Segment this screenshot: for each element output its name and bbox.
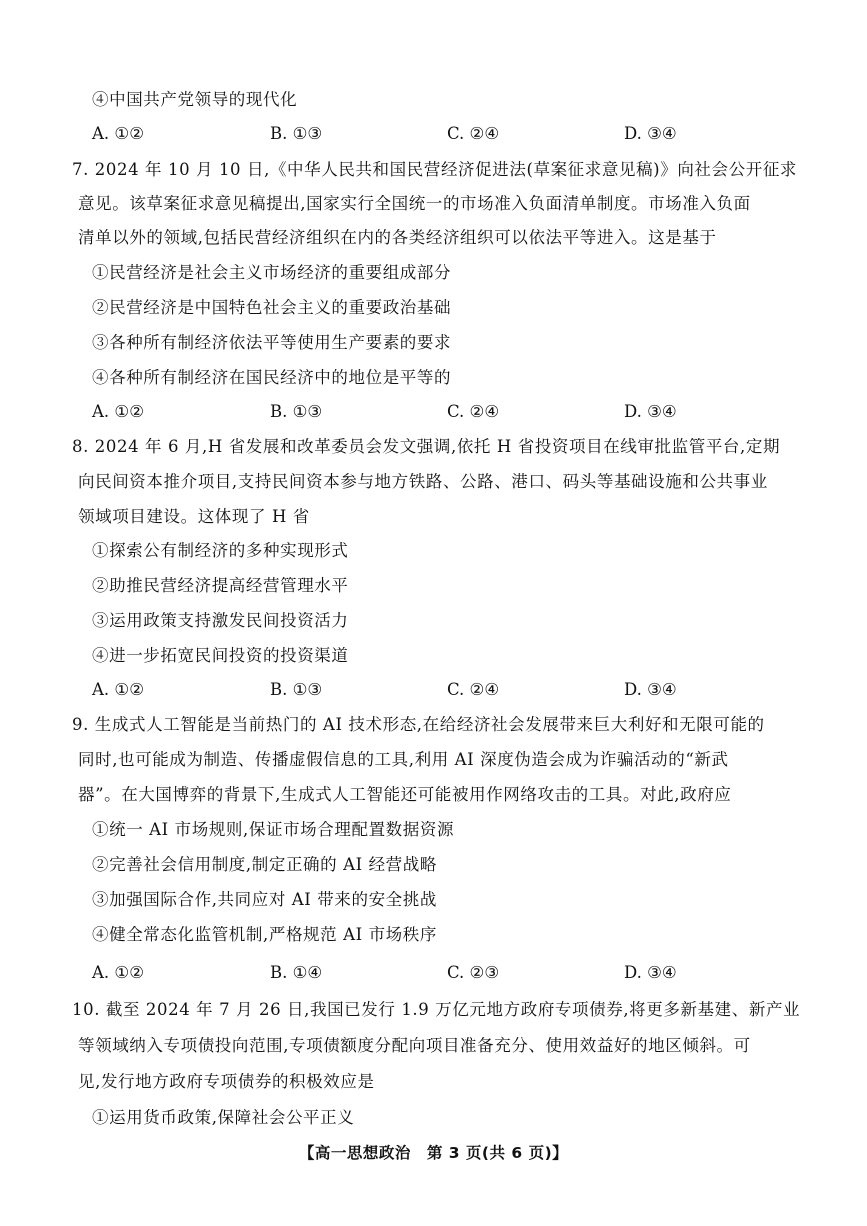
q9-choice-c: C. ②③ (447, 963, 500, 982)
q9-stem-line-2: 同时,也可能成为制造、传播虚假信息的工具,利用 AI 深度伪造会成为诈骗活动的“新武 (78, 750, 729, 769)
q10-stem-line-3: 见,发行地方政府专项债券的积极效应是 (78, 1072, 375, 1091)
q7-stem-line-1: 7. 2024 年 10 月 10 日,《中华人民共和国民营经济促进法(草案征求意见稿)》向社会公开征求 (72, 160, 798, 179)
q6-choice-c: C. ②④ (447, 124, 500, 143)
q7-option-4: ④各种所有制经济在国民经济中的地位是平等的 (92, 368, 452, 387)
q8-option-1: ①探索公有制经济的多种实现形式 (92, 541, 349, 560)
q6-choice-d: D. ③④ (624, 124, 677, 143)
q9-choice-a: A. ①② (92, 963, 144, 982)
q7-option-3: ③各种所有制经济依法平等使用生产要素的要求 (92, 333, 452, 352)
page-footer: 【高一思想政治 第 3 页(共 6 页)】 (298, 1144, 569, 1162)
q9-stem-line-3: 器”。在大国博弈的背景下,生成式人工智能还可能被用作网络攻击的工具。对此,政府应 (78, 785, 732, 804)
q6-option-4: ④中国共产党领导的现代化 (92, 90, 298, 109)
q8-choice-a: A. ①② (92, 680, 144, 699)
q7-option-2: ②民营经济是中国特色社会主义的重要政治基础 (92, 298, 452, 317)
q6-choice-b: B. ①③ (270, 124, 323, 143)
q8-stem-line-1: 8. 2024 年 6 月,H 省发展和改革委员会发文强调,依托 H 省投资项目在线审批监管平台,定期 (72, 437, 781, 456)
q7-choice-b: B. ①③ (270, 402, 323, 421)
q7-choices (92, 400, 712, 424)
q8-option-3: ③运用政策支持激发民间投资活力 (92, 611, 349, 630)
q8-choices (92, 678, 712, 702)
q9-choice-b: B. ①④ (270, 963, 323, 982)
q9-choice-d: D. ③④ (624, 963, 677, 982)
q8-choice-d: D. ③④ (624, 680, 677, 699)
q8-option-4: ④进一步拓宽民间投资的投资渠道 (92, 646, 349, 665)
q9-option-4: ④健全常态化监管机制,严格规范 AI 市场秩序 (92, 925, 437, 944)
q10-stem-line-1: 10. 截至 2024 年 7 月 26 日,我国已发行 1.9 万亿元地方政府专项债券,将更多新基建、新产业 (72, 1000, 801, 1019)
q9-choices (92, 961, 712, 985)
q7-choice-a: A. ①② (92, 402, 144, 421)
q10-stem-line-2: 等领域纳入专项债投向范围,专项债额度分配向项目准备充分、使用效益好的地区倾斜。可 (78, 1036, 751, 1055)
q8-option-2: ②助推民营经济提高经营管理水平 (92, 576, 349, 595)
q9-option-3: ③加强国际合作,共同应对 AI 带来的安全挑战 (92, 890, 437, 909)
q8-choice-b: B. ①③ (270, 680, 323, 699)
q7-option-1: ①民营经济是社会主义市场经济的重要组成部分 (92, 263, 452, 282)
q6-choice-a: A. ①② (92, 124, 144, 143)
q10-option-1: ①运用货币政策,保障社会公平正义 (92, 1108, 355, 1127)
q6-choices (92, 122, 712, 146)
q7-choice-c: C. ②④ (447, 402, 500, 421)
q7-stem-line-2: 意见。该草案征求意见稿提出,国家实行全国统一的市场准入负面清单制度。市场准入负面 (78, 194, 751, 213)
q9-stem-line-1: 9. 生成式人工智能是当前热门的 AI 技术形态,在给经济社会发展带来巨大利好和无限可能的 (72, 715, 765, 734)
q7-choice-d: D. ③④ (624, 402, 677, 421)
q8-choice-c: C. ②④ (447, 680, 500, 699)
q7-stem-line-3: 清单以外的领域,包括民营经济组织在内的各类经济组织可以依法平等进入。这是基于 (78, 228, 717, 247)
q9-option-1: ①统一 AI 市场规则,保证市场合理配置数据资源 (92, 820, 455, 839)
q8-stem-line-2: 向民间资本推介项目,支持民间资本参与地方铁路、公路、港口、码头等基础设施和公共事业 (78, 472, 768, 491)
q8-stem-line-3: 领域项目建设。这体现了 H 省 (78, 507, 310, 526)
q9-option-2: ②完善社会信用制度,制定正确的 AI 经营战略 (92, 855, 437, 874)
